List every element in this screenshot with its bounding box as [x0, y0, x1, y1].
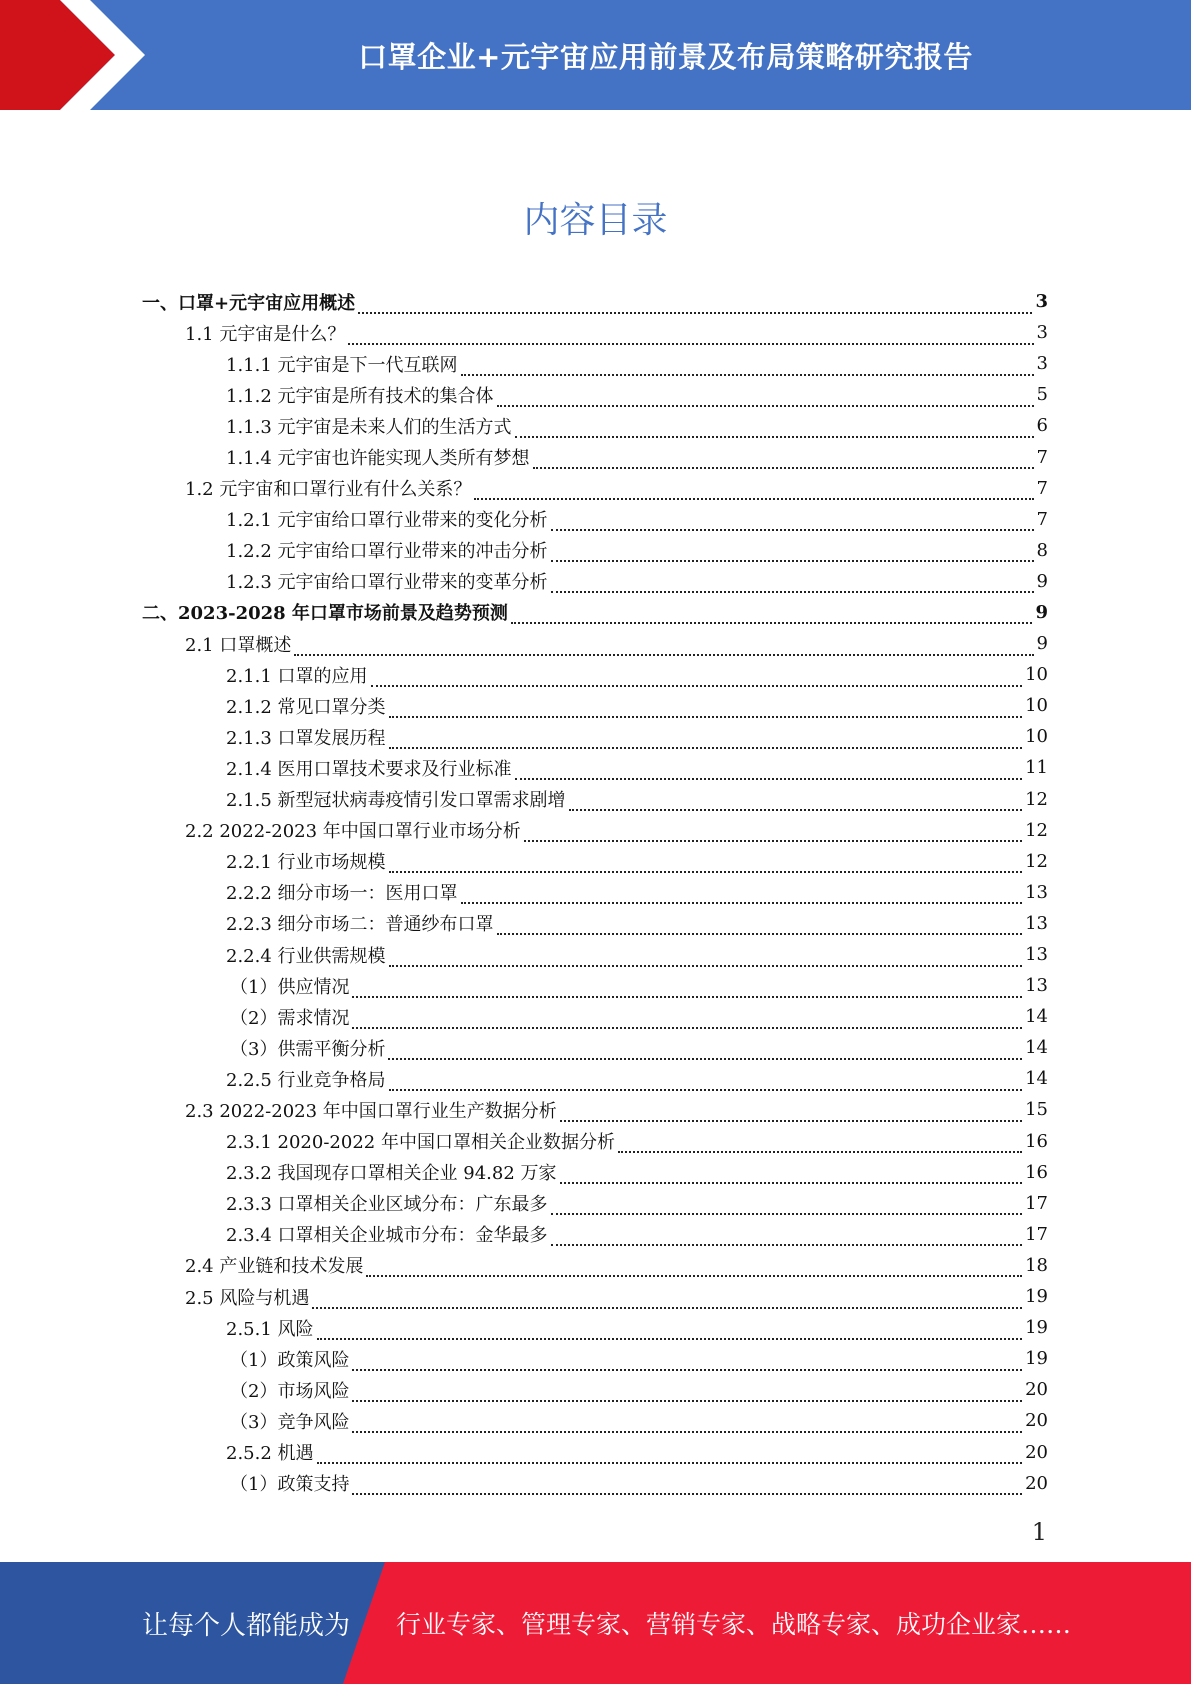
toc-entry[interactable] — [142, 1094, 1048, 1125]
toc-entry-label: 1.1 元宇宙是什么？ — [185, 323, 346, 345]
toc-leader-dots — [524, 822, 1022, 842]
toc-leader-dots — [312, 1289, 1022, 1309]
toc-entry-label: （1）供应情况 — [230, 976, 350, 998]
toc-entry[interactable] — [142, 690, 1048, 721]
toc-entry[interactable] — [142, 348, 1048, 379]
toc-entry-label: 2.1.2 常见口罩分类 — [226, 696, 386, 718]
toc-entry[interactable] — [142, 504, 1048, 535]
toc-entry-page: 13 — [1025, 975, 1048, 997]
toc-entry[interactable] — [142, 1281, 1048, 1312]
toc-leader-dots — [389, 698, 1023, 718]
toc-entry-page: 12 — [1025, 819, 1048, 841]
toc-entry[interactable] — [142, 566, 1048, 597]
toc-entry-label: （1）政策风险 — [230, 1349, 350, 1371]
toc-leader-dots — [352, 1351, 1022, 1371]
toc-entry-page: 16 — [1025, 1130, 1048, 1152]
toc-entry-label: 1.2.3 元宇宙给口罩行业带来的变革分析 — [226, 572, 548, 594]
toc-title: 内容目录 — [523, 200, 668, 241]
toc-leader-dots — [371, 667, 1023, 687]
toc-entry[interactable] — [142, 441, 1048, 472]
toc-leader-dots — [352, 1382, 1022, 1402]
chevron-arrow-icon — [0, 0, 160, 110]
toc-entry-page: 13 — [1025, 912, 1048, 934]
toc-entry-page: 6 — [1036, 415, 1048, 437]
toc-entry-page: 7 — [1036, 508, 1048, 530]
toc-entry[interactable] — [142, 1312, 1048, 1343]
toc-entry-page: 17 — [1025, 1223, 1048, 1245]
toc-leader-dots — [560, 1164, 1023, 1184]
toc-entry-page: 13 — [1025, 944, 1048, 966]
toc-entry-label: （3）竞争风险 — [230, 1411, 350, 1433]
toc-leader-dots — [389, 1071, 1023, 1091]
toc-leader-dots — [352, 978, 1022, 998]
toc-entry-label: 1.1.1 元宇宙是下一代互联网 — [226, 354, 458, 376]
toc-leader-dots — [551, 511, 1034, 531]
toc-leader-dots — [352, 1009, 1022, 1029]
toc-entry[interactable] — [142, 1157, 1048, 1188]
toc-entry-page: 9 — [1036, 570, 1048, 592]
toc-entry-label: 1.1.3 元宇宙是未来人们的生活方式 — [226, 416, 512, 438]
toc-entry[interactable] — [142, 1032, 1048, 1063]
toc-leader-dots — [389, 947, 1023, 967]
toc-entry-page: 3 — [1035, 291, 1048, 313]
toc-entry-page: 13 — [1025, 881, 1048, 903]
toc-entry-page: 14 — [1025, 1037, 1048, 1059]
toc-entry-label: 一、口罩+元宇宙应用概述 — [142, 292, 356, 314]
toc-entry-label: 2.1.3 口罩发展历程 — [226, 727, 386, 749]
toc-entry-label: 2.2.4 行业供需规模 — [226, 945, 386, 967]
toc-leader-dots — [511, 604, 1033, 624]
toc-entry-page: 12 — [1025, 850, 1048, 872]
toc-entry-page: 10 — [1025, 695, 1048, 717]
toc-entry-label: （2）需求情况 — [230, 1007, 350, 1029]
toc-entry[interactable] — [142, 1063, 1048, 1094]
toc-leader-dots — [389, 729, 1023, 749]
report-title: 口罩企业+元宇宙应用前景及布局策略研究报告 — [358, 39, 973, 74]
toc-entry[interactable] — [142, 1405, 1048, 1436]
toc-entry-page: 10 — [1025, 726, 1048, 748]
toc-entry[interactable] — [142, 473, 1048, 504]
toc-entry-page: 19 — [1025, 1317, 1048, 1339]
toc-entry[interactable] — [142, 784, 1048, 815]
toc-leader-dots — [618, 1133, 1022, 1153]
toc-entry-page: 12 — [1025, 788, 1048, 810]
toc-entry[interactable] — [142, 286, 1048, 317]
toc-entry[interactable] — [142, 721, 1048, 752]
toc-leader-dots — [461, 356, 1034, 376]
toc-entry[interactable] — [142, 1374, 1048, 1405]
toc-entry-page: 3 — [1036, 322, 1048, 344]
toc-entry-page: 14 — [1025, 1006, 1048, 1028]
toc-entry-page: 7 — [1036, 446, 1048, 468]
toc-leader-dots — [569, 791, 1023, 811]
toc-entry-label: 2.2.1 行业市场规模 — [226, 852, 386, 874]
toc-entry-label: 2.5.2 机遇 — [226, 1443, 314, 1465]
toc-entry-label: 2.1 口罩概述 — [185, 634, 292, 656]
toc-entry[interactable] — [142, 597, 1048, 628]
toc-leader-dots — [551, 1195, 1023, 1215]
toc-entry-label: 2.2.2 细分市场一：医用口罩 — [226, 883, 458, 905]
toc-entry[interactable] — [142, 379, 1048, 410]
toc-entry[interactable] — [142, 659, 1048, 690]
toc-entry[interactable] — [142, 1343, 1048, 1374]
toc-entry-page: 8 — [1036, 539, 1048, 561]
toc-entry-page: 7 — [1036, 477, 1048, 499]
toc-entry-page: 16 — [1025, 1161, 1048, 1183]
toc-entry-label: 2.1.4 医用口罩技术要求及行业标准 — [226, 758, 512, 780]
toc-leader-dots — [389, 853, 1023, 873]
footer-slogan-left: 让每个人都能成为 — [142, 1610, 351, 1641]
toc-leader-dots — [551, 1226, 1023, 1246]
toc-entry[interactable] — [142, 815, 1048, 846]
toc-entry-page: 19 — [1025, 1348, 1048, 1370]
table-of-contents — [142, 286, 1048, 1499]
toc-entry[interactable] — [142, 317, 1048, 348]
toc-entry[interactable] — [142, 939, 1048, 970]
toc-entry[interactable] — [142, 1468, 1048, 1499]
toc-leader-dots — [515, 418, 1034, 438]
toc-leader-dots — [551, 542, 1034, 562]
toc-leader-dots — [533, 449, 1034, 469]
toc-entry-page: 18 — [1025, 1254, 1048, 1276]
toc-entry-page: 14 — [1025, 1068, 1048, 1090]
toc-entry-label: 2.2 2022-2023 年中国口罩行业市场分析 — [185, 821, 521, 843]
toc-leader-dots — [294, 636, 1033, 656]
toc-entry-label: 2.5.1 风险 — [226, 1318, 314, 1340]
toc-entry-page: 19 — [1025, 1286, 1048, 1308]
footer-banner — [0, 1562, 1191, 1684]
toc-entry-label: 1.2 元宇宙和口罩行业有什么关系？ — [185, 479, 472, 501]
toc-entry[interactable] — [142, 628, 1048, 659]
toc-leader-dots — [461, 884, 1023, 904]
header-banner — [0, 0, 1191, 110]
toc-leader-dots — [388, 1040, 1022, 1060]
toc-entry[interactable] — [142, 1188, 1048, 1219]
toc-leader-dots — [317, 1320, 1023, 1340]
toc-entry-page: 5 — [1036, 384, 1048, 406]
toc-entry[interactable] — [142, 752, 1048, 783]
toc-entry-page: 9 — [1035, 601, 1048, 623]
toc-leader-dots — [358, 294, 1032, 314]
toc-entry-page: 17 — [1025, 1192, 1048, 1214]
footer-slogan-right: 行业专家、管理专家、营销专家、战略专家、成功企业家…… — [396, 1610, 1072, 1639]
toc-entry-page: 15 — [1025, 1099, 1048, 1121]
toc-entry-label: 2.3 2022-2023 年中国口罩行业生产数据分析 — [185, 1100, 557, 1122]
toc-entry[interactable] — [142, 410, 1048, 441]
toc-entry-page: 20 — [1025, 1472, 1048, 1494]
page-number: 1 — [1031, 1518, 1047, 1546]
toc-leader-dots — [352, 1413, 1022, 1433]
toc-entry-page: 20 — [1025, 1410, 1048, 1432]
toc-entry-page: 9 — [1036, 633, 1048, 655]
toc-entry-label: 2.1.5 新型冠状病毒疫情引发口罩需求剧增 — [226, 790, 566, 812]
toc-leader-dots — [366, 1257, 1022, 1277]
toc-entry[interactable] — [142, 1001, 1048, 1032]
toc-entry-page: 20 — [1025, 1441, 1048, 1463]
toc-entry-label: 2.4 产业链和技术发展 — [185, 1256, 364, 1278]
toc-entry[interactable] — [142, 877, 1048, 908]
toc-entry-label: 2.2.5 行业竞争格局 — [226, 1069, 386, 1091]
toc-entry-label: （1）政策支持 — [230, 1474, 350, 1496]
toc-leader-dots — [348, 325, 1033, 345]
toc-leader-dots — [352, 1475, 1022, 1495]
toc-leader-dots — [497, 387, 1034, 407]
toc-leader-dots — [560, 1102, 1022, 1122]
toc-leader-dots — [474, 480, 1033, 500]
toc-leader-dots — [515, 760, 1023, 780]
toc-entry[interactable] — [142, 1219, 1048, 1250]
toc-entry-label: 2.3.1 2020-2022 年中国口罩相关企业数据分析 — [226, 1132, 615, 1154]
toc-entry[interactable] — [142, 1126, 1048, 1157]
toc-entry-label: 2.3.4 口罩相关企业城市分布：金华最多 — [226, 1225, 548, 1247]
toc-entry[interactable] — [142, 535, 1048, 566]
toc-entry-label: 1.2.1 元宇宙给口罩行业带来的变化分析 — [226, 510, 548, 532]
toc-entry[interactable] — [142, 846, 1048, 877]
toc-entry[interactable] — [142, 1250, 1048, 1281]
toc-entry-label: 2.5 风险与机遇 — [185, 1287, 310, 1309]
toc-entry-label: 2.3.2 我国现存口罩相关企业 94.82 万家 — [226, 1163, 557, 1185]
toc-entry-label: 二、2023-2028 年口罩市场前景及趋势预测 — [142, 603, 508, 625]
toc-entry-label: 2.2.3 细分市场二：普通纱布口罩 — [226, 914, 494, 936]
toc-entry-label: 1.2.2 元宇宙给口罩行业带来的冲击分析 — [226, 541, 548, 563]
toc-entry-label: 1.1.2 元宇宙是所有技术的集合体 — [226, 385, 494, 407]
toc-leader-dots — [551, 573, 1034, 593]
toc-entry-label: 2.1.1 口罩的应用 — [226, 665, 368, 687]
toc-entry[interactable] — [142, 908, 1048, 939]
toc-entry-page: 20 — [1025, 1379, 1048, 1401]
toc-entry-label: 1.1.4 元宇宙也许能实现人类所有梦想 — [226, 448, 530, 470]
toc-entry-label: 2.3.3 口罩相关企业区域分布：广东最多 — [226, 1194, 548, 1216]
toc-entry[interactable] — [142, 970, 1048, 1001]
toc-leader-dots — [497, 915, 1023, 935]
toc-entry[interactable] — [142, 1436, 1048, 1467]
toc-entry-page: 11 — [1025, 757, 1048, 779]
toc-entry-label: （3）供需平衡分析 — [230, 1038, 386, 1060]
toc-entry-page: 3 — [1036, 353, 1048, 375]
toc-entry-label: （2）市场风险 — [230, 1380, 350, 1402]
toc-leader-dots — [317, 1444, 1023, 1464]
toc-entry-page: 10 — [1025, 664, 1048, 686]
